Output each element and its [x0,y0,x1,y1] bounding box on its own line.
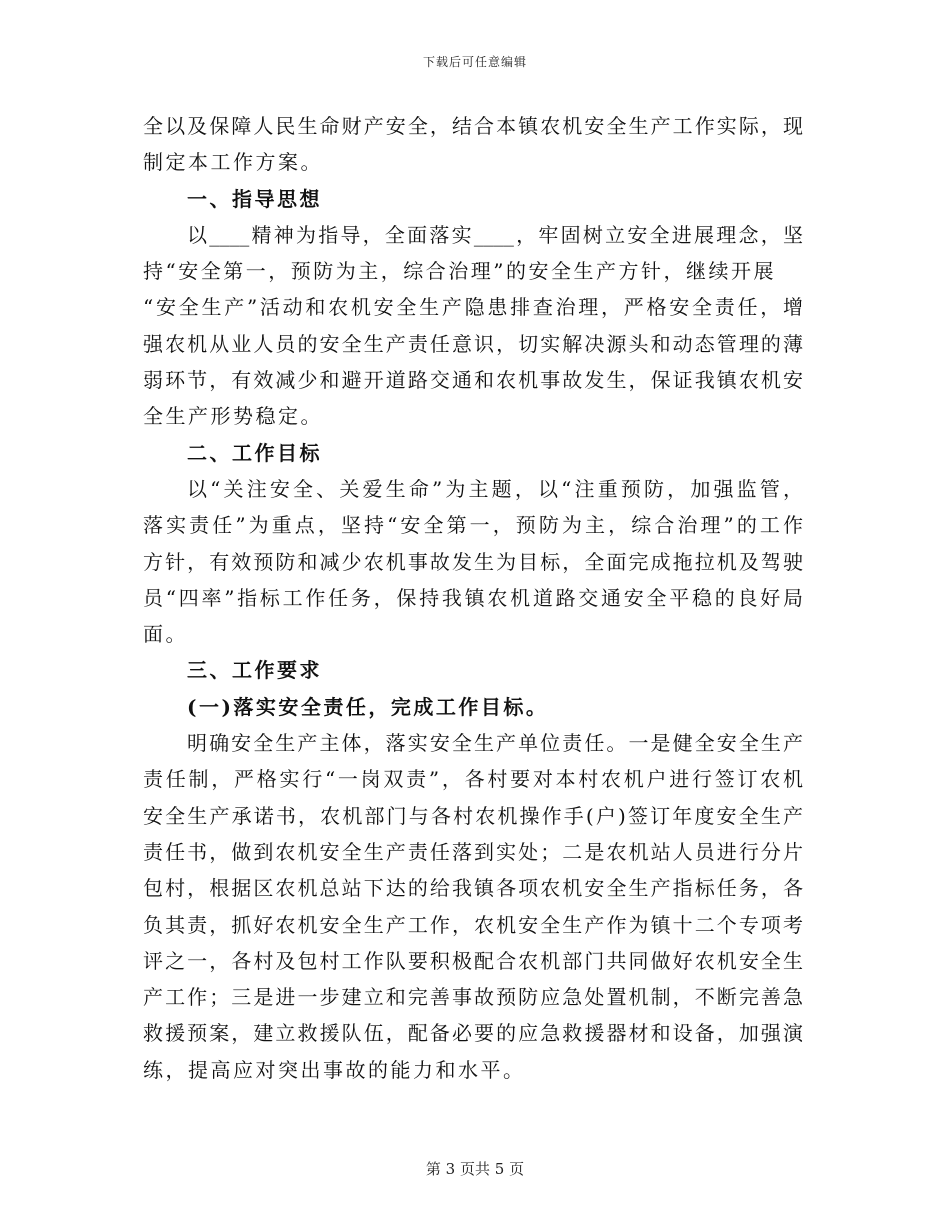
paragraph-line: 救援预案，建立救援队伍，配备必要的应急救援器材和设备，加强演 [143,1021,803,1046]
paragraph-line: 落实责任”为重点，坚持“安全第一，预防为主，综合治理”的工作 [143,513,803,538]
paragraph-line: 安全生产承诺书，农机部门与各村农机操作手(户)签订年度安全生产 [143,803,803,828]
paragraph-line: 制定本工作方案。 [143,150,323,175]
paragraph-line: 负其责，抓好农机安全生产工作，农机安全生产作为镇十二个专项考 [143,912,803,937]
paragraph-line: 责任书，做到农机安全生产责任落到实处；二是农机站人员进行分片 [143,839,803,864]
paragraph-line: 强农机从业人员的安全生产责任意识，切实解决源头和动态管理的薄 [143,331,803,356]
paragraph-line: 产工作；三是进一步建立和完善事故预防应急处置机制，不断完善急 [143,985,803,1010]
paragraph-line: “安全生产”活动和农机安全生产隐患排查治理，严格安全责任，增 [143,295,803,320]
section-heading: 二、工作目标 [187,440,322,465]
section-heading: (一)落实安全责任，完成工作目标。 [187,694,549,719]
paragraph-line: 员“四率”指标工作任务，保持我镇农机道路交通安全平稳的良好局 [143,585,803,610]
paragraph-line: 评之一，各村及包村工作队要积极配合农机部门共同做好农机安全生 [143,948,803,973]
paragraph-line: 包村，根据区农机总站下达的给我镇各项农机安全生产指标任务，各 [143,876,803,901]
paragraph-line: 方针，有效预防和减少农机事故发生为目标，全面完成拖拉机及驾驶 [143,549,803,574]
section-heading: 三、工作要求 [187,658,322,683]
paragraph-line: 责任制，严格实行“一岗双责”，各村要对本村农机户进行签订农机 [143,767,803,792]
paragraph-line: 明确安全生产主体，落实安全生产单位责任。一是健全安全生产 [187,731,803,756]
section-heading: 一、指导思想 [187,186,322,211]
paragraph-line: 弱环节，有效减少和避开道路交通和农机事故发生，保证我镇农机安 [143,368,803,393]
paragraph-line: 练，提高应对突出事故的能力和水平。 [143,1057,526,1082]
paragraph-line: 持“安全第一，预防为主，综合治理”的安全生产方针，继续开展 [143,259,776,284]
paragraph-line: 全以及保障人民生命财产安全，结合本镇农机安全生产工作实际，现 [143,114,803,138]
paragraph-line: 以“关注安全、关爱生命”为主题，以“注重预防，加强监管， [187,476,803,501]
document-body [143,108,803,1088]
paragraph-line: 全生产形势稳定。 [143,404,323,429]
page-header: 下载后可任意编辑 [422,55,527,69]
page-number: 第 3 页共 5 页 [425,1160,525,1178]
paragraph-line: 以____精神为指导，全面落实____，牢固树立安全进展理念，坚 [187,222,803,247]
paragraph-line: 面。 [143,622,188,647]
